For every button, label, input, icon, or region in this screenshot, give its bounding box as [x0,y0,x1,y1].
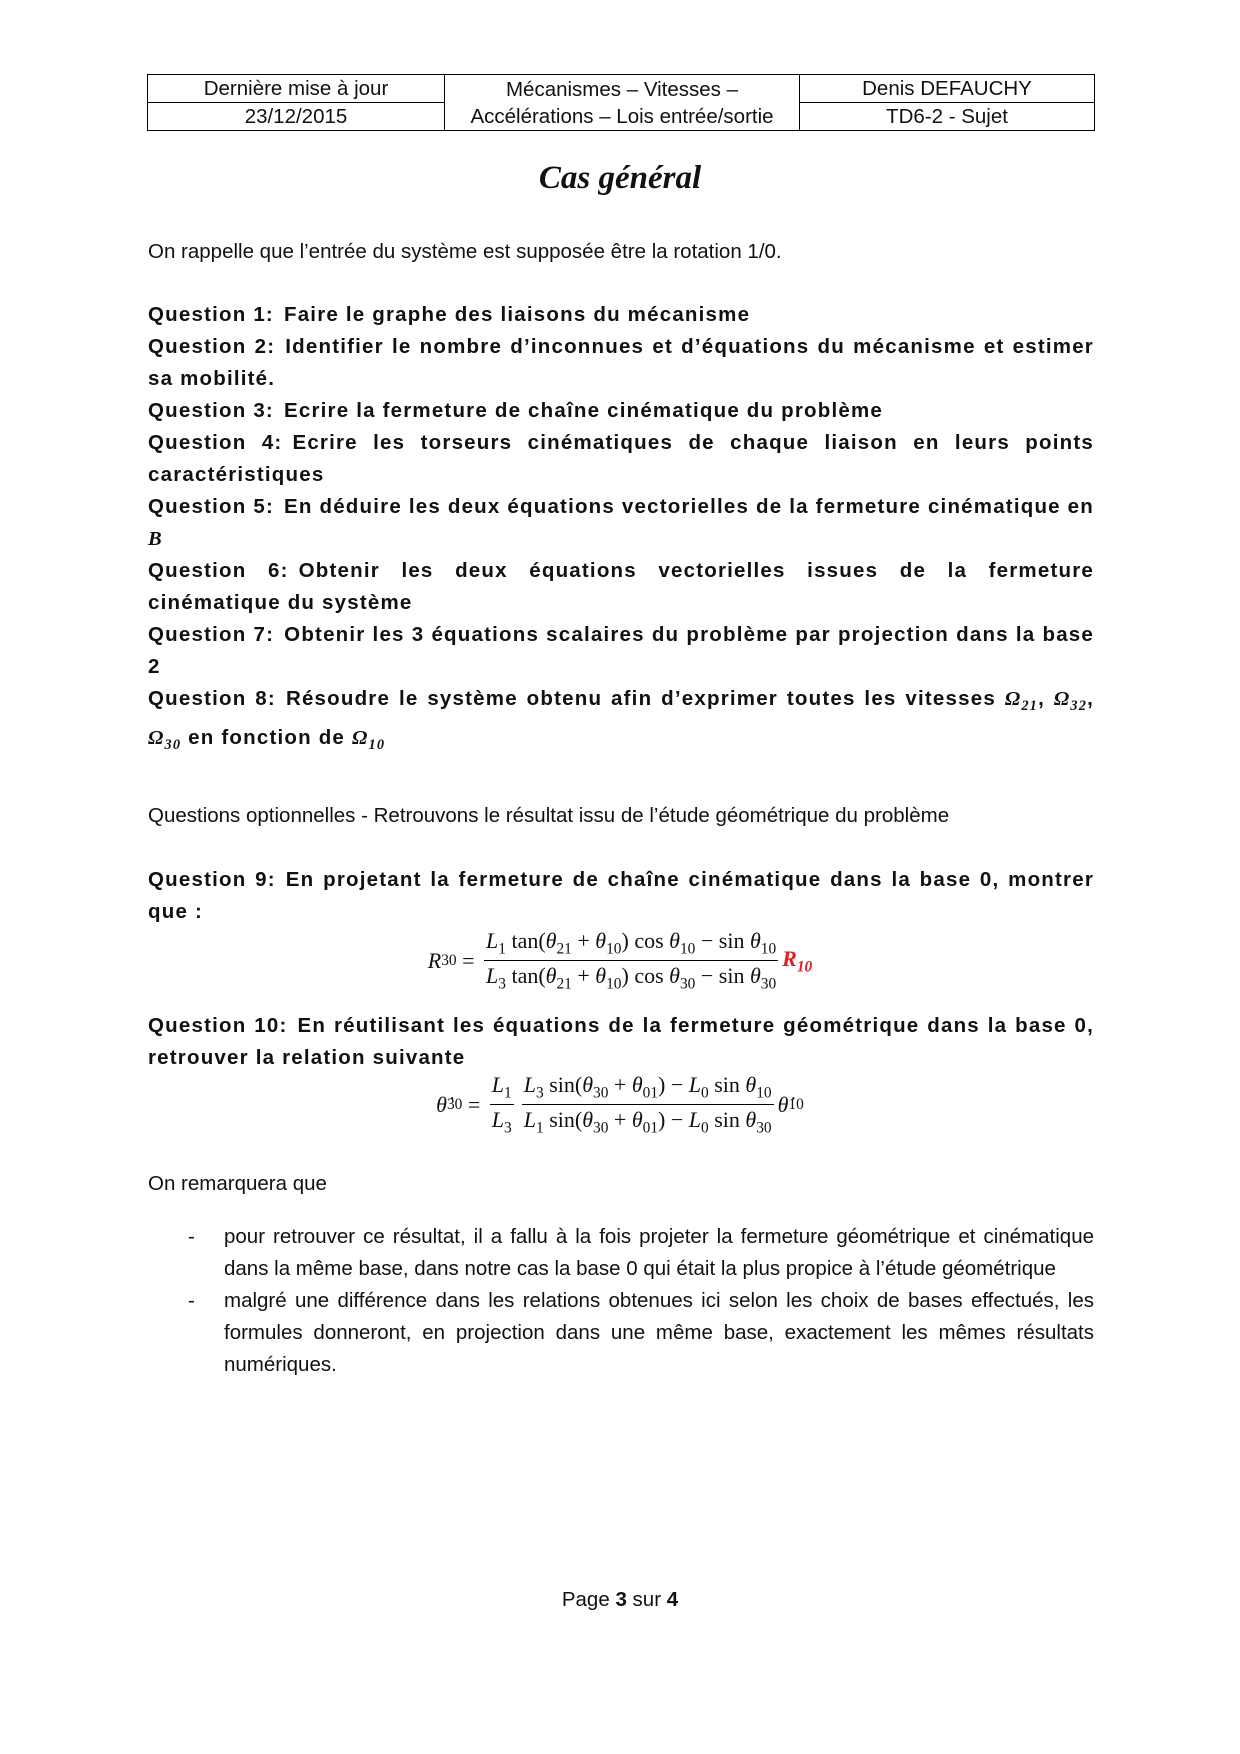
question-text: Obtenir les deux équations vectorielles issues de la fermeture cinématique du système [148,559,1094,614]
subject-line2: Accélérations – Lois entrée/sortie [470,104,774,128]
remark-intro: On remarquera que [148,1172,327,1195]
question-text: Faire le graphe des liaisons du mécanisme [283,303,751,326]
question-label: Question 1: [148,303,274,326]
list-item: - malgré une différence dans les relations obtenues ici selon les choix de bases effectués, les formules donneront, en projection dans une même base, exactement les mêmes résultats numériques. [188,1289,1094,1376]
question-label: Question 5: [148,495,274,518]
question-7 [148,619,1094,683]
optional-intro: Questions optionnelles - Retrouvons le résultat issu de l’étude géométrique du problème [148,804,950,827]
intro-text: On rappelle que l’entrée du système est supposée être la rotation 1/0. [148,240,782,263]
question-text: En réutilisant les équations de la fermeture géométrique dans la base 0, retrouver la relation suivante [148,1014,1094,1069]
question-text: Ecrire la fermeture de chaîne cinématique du problème [283,399,884,422]
subject-line1: Mécanismes – Vitesses – [505,77,739,101]
question-4 [148,427,1094,491]
question-text: En déduire les deux équations vectorielles de la fermeture cinématique en [283,495,1094,518]
question-label: Question 3: [148,399,274,422]
question-2 [148,331,1094,395]
fraction: $\frac{L_1}{L_3}$ [491,1072,512,1137]
question-text: Résoudre le système obtenu afin d’exprimer toutes les vitesses [285,687,996,710]
question-1 [148,299,1094,331]
question-label: Question 4: [148,431,283,454]
list-item: - pour retrouver ce résultat, il a fallu à la fois projeter la fermeture géométrique et cinématique dans la même base, dans notre cas la base 0 qui était la plus propice à l’étude géométrique [188,1225,1094,1280]
footer-sep: sur [632,1588,662,1611]
question-text: Obtenir les 3 équations scalaires du problème par projection dans la base 2 [148,623,1094,678]
doc-ref: TD6-2 - Sujet [800,103,1095,131]
question-text: Identifier le nombre d’inconnues et d’équations du mécanisme et estimer sa mobilité. [148,335,1094,390]
question-label: Question 9: [148,868,276,891]
footer-current: 3 [615,1588,627,1611]
author: Denis DEFAUCHY [800,75,1095,103]
updated-date: 23/12/2015 [148,103,445,131]
question-label: Question 8: [148,687,276,710]
list-item-text: malgré une différence dans les relations obtenues ici selon les choix de bases effectués, les formules donneront, en projection dans une même base, exactement les mêmes résultats numériques. [224,1289,1094,1376]
fraction: $\frac{L_3 \sin(\theta_{30} + \theta_{01}) - L_0 \sin \theta_{10}}{L_1 \sin(\theta_{30} + \theta_{01}) - L_0 \sin \theta_{30}}$ [523,1072,772,1137]
question-10 [148,1010,1094,1074]
omega-30: $\Omega_{30}$ [148,727,182,754]
question-label: Question 10: [148,1014,288,1037]
list-item-text: pour retrouver ce résultat, il a fallu à la fois projeter la fermeture géométrique et cinématique dans la même base, dans notre cas la base 0 qui était la plus propice à l’étude géométrique [224,1225,1094,1280]
question-6 [148,555,1094,619]
remark-list [148,1221,1094,1381]
page-title: Cas général [538,160,702,196]
equation-theta30: θ̇ 30 = $\frac{L_1}{L_3}$ $\frac{L_3 \sin(\theta_{30} + \theta_{01}) - L_0 \sin \theta_{10}}{L_1 \sin(\theta_{30} + \theta_{01}) - L_0 \sin \theta_{30}}$ θ̇ 10 [436,1072,804,1137]
updated-label: Dernière mise à jour [148,75,445,103]
omega-32: $\Omega_{32}$ [1053,688,1088,715]
question-8: Question 8: Résoudre le système obtenu afin d’exprimer toutes les vitesses $\Omega_{21}$, $\Omega_{32}$, $\Omega_{30}$ en fonction de $\Omega_{10}$ [148,687,1094,754]
point-b: B [148,528,163,550]
fraction: $\frac{L_1 \tan(\theta_{21} + \theta_{10}) \cos \theta_{10} - \sin \theta_{10}}{L_3 \tan(\theta_{21} + \theta_{10}) \cos \theta_{30} - \sin \theta_{30}}$ [486,928,777,993]
question-5 [148,491,1094,555]
footer-prefix: Page [561,1588,610,1611]
question-label: Question 2: [148,335,276,358]
question-text: En projetant la fermeture de chaîne cinématique dans la base 0, montrer que : [148,868,1094,923]
equation-r30: R 30 = $\frac{L_1 \tan(\theta_{21} + \theta_{10}) \cos \theta_{10} - \sin \theta_{10}}{L_3 \tan(\theta_{21} + \theta_{10}) \cos \theta_{30} - \sin \theta_{30}}$ $R_{10}$ [427,928,813,993]
question-label: Question 6: [148,559,289,582]
question-label: Question 7: [148,623,275,646]
page-footer [0,1588,1240,1612]
question-text: Ecrire les torseurs cinématiques de chaque liaison en leurs points caractéristiques [148,431,1094,486]
omega-21: $\Omega_{21}$ [1004,688,1039,715]
question-9 [148,864,1094,928]
question-3 [148,395,1094,427]
question-text-mid: en fonction de [188,726,346,750]
omega-10: $\Omega_{10}$ [351,727,386,754]
header-table [147,74,1095,131]
footer-total: 4 [666,1588,679,1611]
subject-cell [445,75,800,131]
